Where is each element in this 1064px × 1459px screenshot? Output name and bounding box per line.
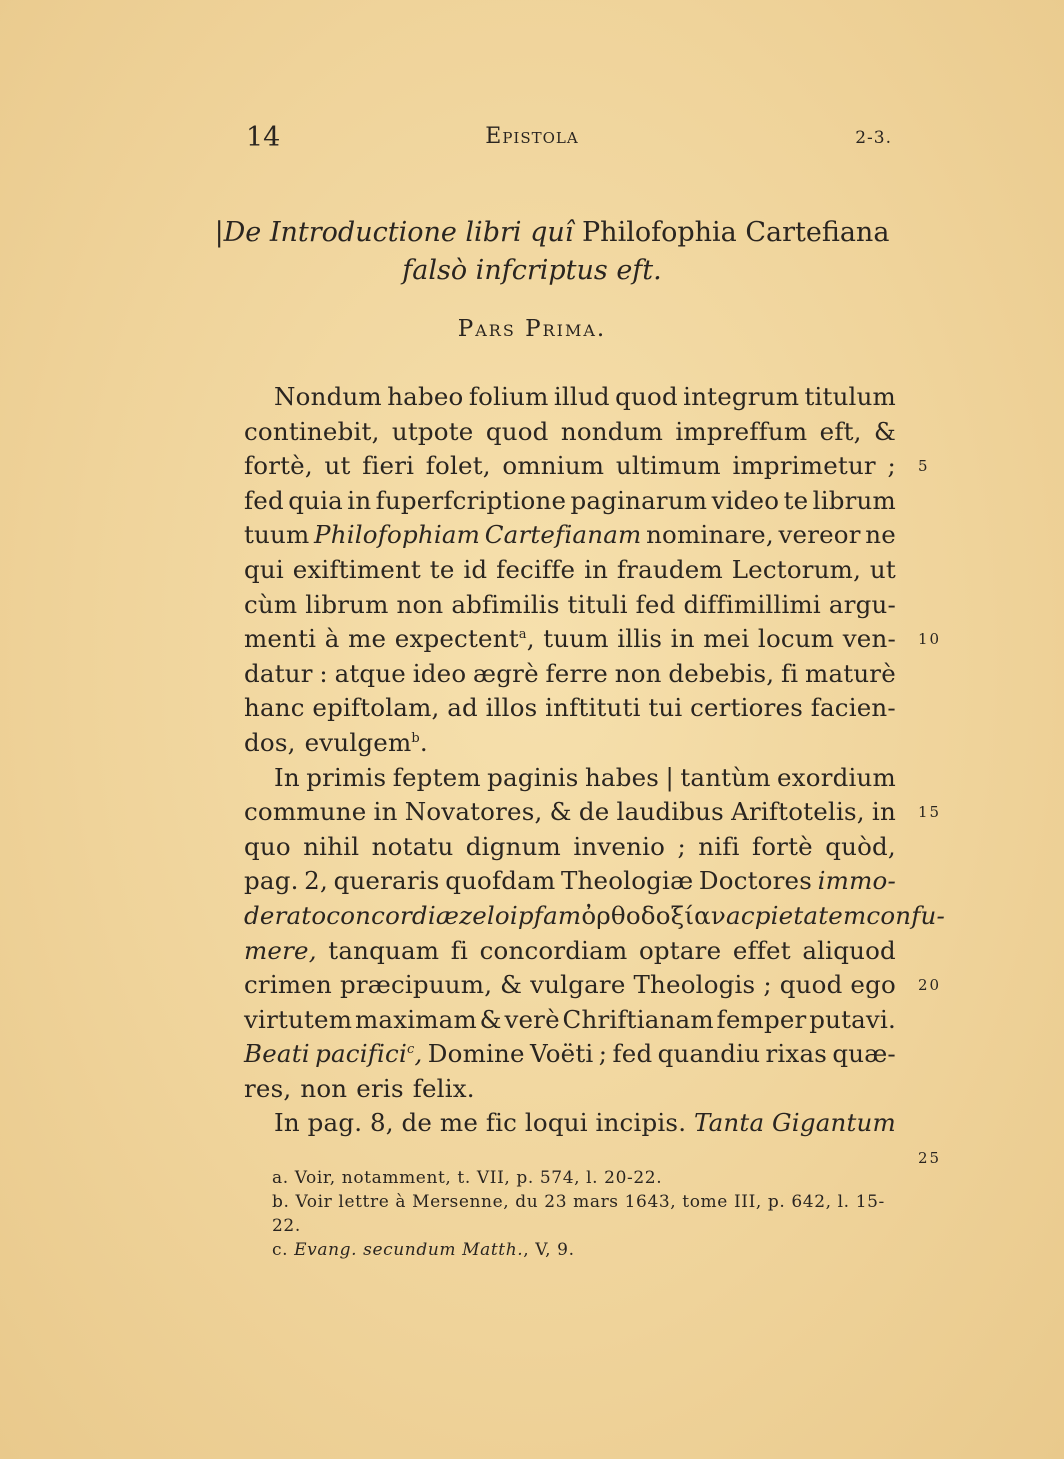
- footnote: [272, 1166, 912, 1190]
- word: in: [347, 485, 372, 515]
- word: pag.: [244, 866, 299, 896]
- word: nondum: [560, 416, 664, 446]
- word: folium: [468, 382, 549, 411]
- word: nihil: [303, 831, 360, 861]
- word: ὀρθοδοξίαν: [581, 900, 727, 930]
- italic-word: Philofophiam: [314, 520, 481, 550]
- word: feptem: [392, 762, 481, 792]
- word: nominare,: [646, 520, 774, 550]
- word: in: [871, 797, 896, 827]
- word: me: [348, 624, 387, 654]
- word: feciffe: [496, 554, 576, 584]
- word: tuum: [244, 520, 310, 550]
- line-number: 25: [918, 1149, 942, 1168]
- section-heading: Pars Prima.: [457, 316, 607, 342]
- word: vulgare: [530, 970, 626, 1000]
- text-line: [244, 968, 896, 1003]
- word: argu-: [828, 589, 896, 619]
- word: ut: [869, 554, 896, 584]
- word: fieri: [362, 451, 415, 481]
- word: ego: [850, 970, 896, 1000]
- word: Novatores,: [404, 797, 543, 827]
- word: invenio: [573, 831, 666, 861]
- word: femper: [716, 1004, 807, 1034]
- word: in: [670, 624, 695, 654]
- word: in: [584, 554, 609, 584]
- word: debebis,: [668, 658, 775, 688]
- word: dignum: [465, 831, 561, 861]
- word: titulum: [804, 382, 896, 411]
- italic-word: Cartefianam: [484, 520, 642, 550]
- word: ;: [887, 451, 896, 481]
- word: illos: [485, 693, 538, 723]
- word: ;: [677, 831, 686, 861]
- word: quandiu: [657, 1039, 761, 1069]
- word: quod: [615, 382, 678, 411]
- italic-word: Beati: [244, 1039, 310, 1069]
- word: quofdam: [445, 866, 556, 896]
- text-line: [244, 657, 896, 692]
- text-line: [244, 415, 896, 450]
- word: Nondum: [274, 382, 382, 411]
- italic-word: pietatem: [754, 900, 867, 930]
- word: cùm: [244, 589, 298, 619]
- word: 8,: [369, 1108, 394, 1138]
- word: &: [873, 416, 896, 446]
- footnote-marker: b: [411, 730, 420, 746]
- word: commune: [244, 797, 367, 827]
- word: crimen: [244, 970, 332, 1000]
- word: &: [479, 1004, 502, 1034]
- text-line: [244, 1037, 896, 1072]
- line-number: 5: [918, 457, 930, 476]
- word: |: [665, 762, 674, 792]
- word: concordiam: [479, 935, 628, 965]
- text-line: [244, 761, 896, 796]
- text-line: [244, 830, 896, 865]
- word: eft,: [819, 416, 862, 446]
- footnotes: [272, 1166, 912, 1262]
- footnote-label: c.: [272, 1240, 295, 1260]
- text-line: [244, 484, 896, 519]
- word: epiftolam,: [312, 693, 440, 723]
- word: felix.: [412, 1073, 475, 1103]
- word: effet: [732, 935, 791, 965]
- word: non: [396, 589, 444, 619]
- word: :: [319, 658, 328, 688]
- word: hanc: [244, 693, 305, 723]
- word: Doctores: [698, 866, 813, 896]
- word: Ariftotelis,: [731, 797, 865, 827]
- italic-word: pacifici$^c$,: [315, 1039, 423, 1069]
- italic-word: mere,: [244, 935, 317, 965]
- word: diffimillimi: [683, 589, 821, 619]
- title-line-1: [40, 214, 1064, 252]
- word: putavi.: [809, 1004, 896, 1034]
- word: fi: [781, 658, 799, 688]
- word: in: [373, 797, 398, 827]
- word: verè: [504, 1004, 560, 1034]
- italic-word: Gigantum: [772, 1108, 896, 1138]
- title-roman: Philofophia Cartefiana: [582, 217, 890, 248]
- italic-word: concordiæ: [326, 900, 460, 930]
- word: fic: [485, 1108, 518, 1138]
- word: tituli: [567, 589, 628, 619]
- word: tanquam: [328, 935, 440, 965]
- word: exiftiment: [292, 554, 421, 584]
- word: &: [549, 797, 572, 827]
- word: id: [463, 554, 488, 584]
- italic-word: derato: [244, 900, 327, 930]
- word: habeo: [387, 382, 464, 411]
- word: fi: [450, 935, 469, 965]
- word: de: [578, 797, 610, 827]
- text-line: [244, 449, 896, 484]
- word: virtutem: [244, 1004, 353, 1034]
- word: res,: [244, 1073, 292, 1103]
- word: datur: [244, 658, 313, 688]
- text-line: [244, 934, 896, 969]
- word: expectent$^a$,: [394, 624, 535, 654]
- italic-word: confu-: [866, 900, 945, 930]
- word: tui: [648, 693, 683, 723]
- text-line: [244, 899, 945, 934]
- word: Voëti: [530, 1039, 594, 1069]
- text-line: [244, 691, 896, 726]
- word: video: [711, 485, 780, 515]
- text-line: [244, 795, 896, 830]
- word: tuum: [543, 624, 609, 654]
- word: quod: [485, 416, 549, 446]
- word: abfimilis: [451, 589, 560, 619]
- word: evulgem$^b$.: [304, 727, 428, 757]
- page-number: 14: [246, 122, 281, 153]
- running-title: Epistola: [485, 124, 579, 149]
- word: In: [274, 1108, 300, 1138]
- word: atque: [334, 658, 406, 688]
- word: me: [439, 1108, 479, 1138]
- word: notatu: [371, 831, 454, 861]
- word: utpote: [391, 416, 474, 446]
- text-line: [244, 1072, 896, 1107]
- word: te: [429, 554, 455, 584]
- word: Domine: [427, 1039, 525, 1069]
- text-line: [244, 622, 896, 657]
- word: fraudem: [616, 554, 723, 584]
- italic-word: zelo: [459, 900, 510, 930]
- word: eris: [356, 1073, 404, 1103]
- word: ultimum: [615, 451, 721, 481]
- word: librum: [305, 589, 389, 619]
- word: quòd,: [825, 831, 896, 861]
- word: rixas: [765, 1039, 828, 1069]
- text-line: [244, 553, 896, 588]
- word: menti: [244, 624, 317, 654]
- word: loqui: [524, 1108, 588, 1138]
- word: maximam: [354, 1004, 477, 1034]
- word: integrum: [683, 382, 800, 411]
- word: à: [324, 624, 340, 654]
- word: non: [614, 658, 662, 688]
- word: maturè: [805, 658, 896, 688]
- line-number: 10: [918, 630, 942, 649]
- word: habes: [584, 762, 660, 792]
- word: quæ-: [832, 1039, 896, 1069]
- word: Chriftianam: [562, 1004, 714, 1034]
- word: exordium: [777, 762, 896, 792]
- text-line: [244, 380, 896, 415]
- word: Theologis: [633, 970, 756, 1000]
- word: quod: [779, 970, 843, 1000]
- word: optare: [638, 935, 722, 965]
- word: quo: [244, 831, 291, 861]
- word: omnium: [502, 451, 605, 481]
- word: Theologiæ: [561, 866, 694, 896]
- word: illud: [553, 382, 610, 411]
- text-line: [244, 588, 896, 623]
- word: fed: [635, 589, 676, 619]
- word: ven-: [842, 624, 896, 654]
- word: ideo: [412, 658, 467, 688]
- word: queraris: [333, 866, 440, 896]
- word: fed: [612, 1039, 653, 1069]
- section-title: [0, 214, 1064, 290]
- title-italic: |De Introductione libri quî: [214, 217, 574, 248]
- word: incipis.: [595, 1108, 687, 1138]
- word: fuperfcriptione: [375, 485, 567, 515]
- title-line-2: falsò infcriptus eft.: [402, 255, 662, 286]
- footnote-italic: Evang. secundum Matth.: [294, 1240, 524, 1260]
- word: facien-: [810, 693, 896, 723]
- word: folet,: [425, 451, 491, 481]
- word: fortè: [751, 831, 813, 861]
- word: certiores: [690, 693, 804, 723]
- word: non: [300, 1073, 348, 1103]
- word: ferre: [545, 658, 609, 688]
- word: ;: [598, 1039, 608, 1069]
- italic-word: Tanta: [693, 1108, 765, 1138]
- footnote: [272, 1238, 912, 1262]
- text-line: [244, 726, 896, 761]
- word: ne: [865, 520, 896, 550]
- word: inftituti: [545, 693, 641, 723]
- word: imprimetur: [732, 451, 876, 481]
- italic-word: ipfam: [509, 900, 582, 930]
- word: primis: [306, 762, 387, 792]
- folio-reference: 2-3.: [855, 128, 892, 148]
- text-line: [244, 864, 896, 899]
- text-line: [244, 518, 896, 553]
- word: &: [500, 970, 523, 1000]
- word: præcipuum,: [339, 970, 493, 1000]
- text-line: [244, 1003, 896, 1038]
- word: Lectorum,: [731, 554, 862, 584]
- line-number: 20: [918, 976, 942, 995]
- word: 2,: [304, 866, 328, 896]
- word: fortè,: [244, 451, 313, 481]
- footnote-marker: c: [407, 1042, 415, 1058]
- word: paginarum: [570, 485, 708, 515]
- text-line: [244, 1106, 896, 1141]
- word: ;: [763, 970, 772, 1000]
- word: qui: [244, 554, 284, 584]
- line-number: 15: [918, 803, 942, 822]
- word: locum: [757, 624, 835, 654]
- word: quia: [288, 485, 343, 515]
- word: aliquod: [802, 935, 896, 965]
- word: librum: [812, 485, 896, 515]
- word: te: [783, 485, 809, 515]
- word: tantùm: [680, 762, 771, 792]
- footnote: [272, 1190, 912, 1238]
- word: fed: [244, 485, 284, 515]
- italic-word: immo-: [817, 866, 896, 896]
- footnote-marker: a: [518, 627, 527, 642]
- running-header: [0, 122, 1064, 156]
- italic-word: ac: [726, 900, 755, 930]
- word: illis: [617, 624, 663, 654]
- word: impreffum: [675, 416, 808, 446]
- footnote-text: a. Voir, notamment, t. VII, p. 574, l. 20-22.: [272, 1168, 663, 1188]
- word: dos,: [244, 727, 296, 757]
- word: de: [401, 1108, 433, 1138]
- footnote-text: b. Voir lettre à Mersenne, du 23 mars 1643, tome III, p. 642, l. 15-22.: [272, 1192, 885, 1236]
- word: In: [274, 762, 300, 792]
- word: vereor: [778, 520, 861, 550]
- word: nifi: [698, 831, 740, 861]
- word: paginis: [487, 762, 579, 792]
- word: ad: [447, 693, 478, 723]
- word: ut: [324, 451, 351, 481]
- word: laudibus: [616, 797, 724, 827]
- word: mei: [703, 624, 750, 654]
- word: pag.: [307, 1108, 363, 1138]
- footnote-after: , V, 9.: [523, 1240, 575, 1260]
- word: ægrè: [473, 658, 539, 688]
- word: continebit,: [244, 416, 380, 446]
